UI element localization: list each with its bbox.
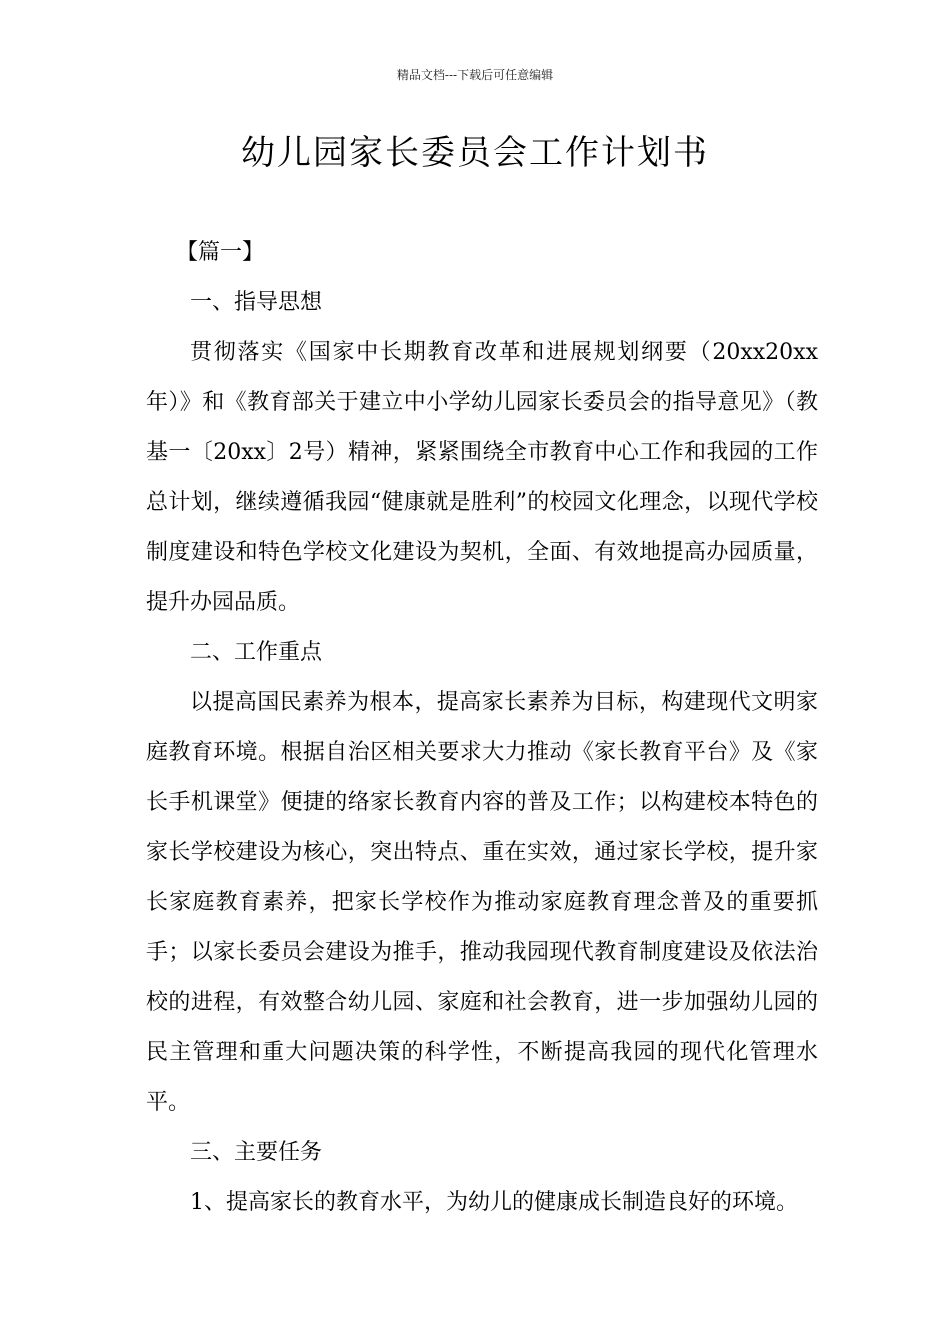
part-label: 【篇一】 (176, 240, 265, 265)
document-body (146, 228, 818, 1228)
section-heading-guiding-ideology: 一、指导思想 (190, 290, 323, 315)
paragraph-work-focus: 以提高国民素养为根本，提高家长素养为目标，构建现代文明家庭教育环境。根据自治区相关要求大力推动《家长教育平台》及《家长手机课堂》便捷的络家长教育内容的普及工作；以构建校本特色的家长学校建设为核心，突出特点、重在实效，通过家长学校，提升家长家庭教育素养，把家长学校作为推动家庭教育理念普及的重要抓手；以家长委员会建设为推手，推动我园现代教育制度建设及依法治校的进程，有效整合幼儿园、家庭和社会教育，进一步加强幼儿园的民主管理和重大问题决策的科学性，不断提高我园的现代化管理水平。 (146, 690, 818, 1115)
paragraph-guiding-ideology: 贯彻落实《国家中长期教育改革和进展规划纲要（20xx20xx年）》和《教育部关于建立中小学幼儿园家长委员会的指导意见》（教基一〔20xx〕2号）精神，紧紧围绕全市教育中心工作和我园的工作总计划，继续遵循我园“健康就是胜利”的校园文化理念，以现代学校制度建设和特色学校文化建设为契机，全面、有效地提高办园质量，提升办园品质。 (146, 340, 818, 615)
paragraph-main-tasks: 1、提高家长的教育水平，为幼儿的健康成长制造良好的环境。 (190, 1190, 798, 1215)
section-heading-work-focus: 二、工作重点 (190, 640, 323, 665)
section-heading-main-tasks: 三、主要任务 (190, 1140, 323, 1165)
document-title: 幼儿园家长委员会工作计划书 (241, 133, 709, 173)
header-note: 精品文档---下载后可任意编辑 (396, 68, 554, 82)
